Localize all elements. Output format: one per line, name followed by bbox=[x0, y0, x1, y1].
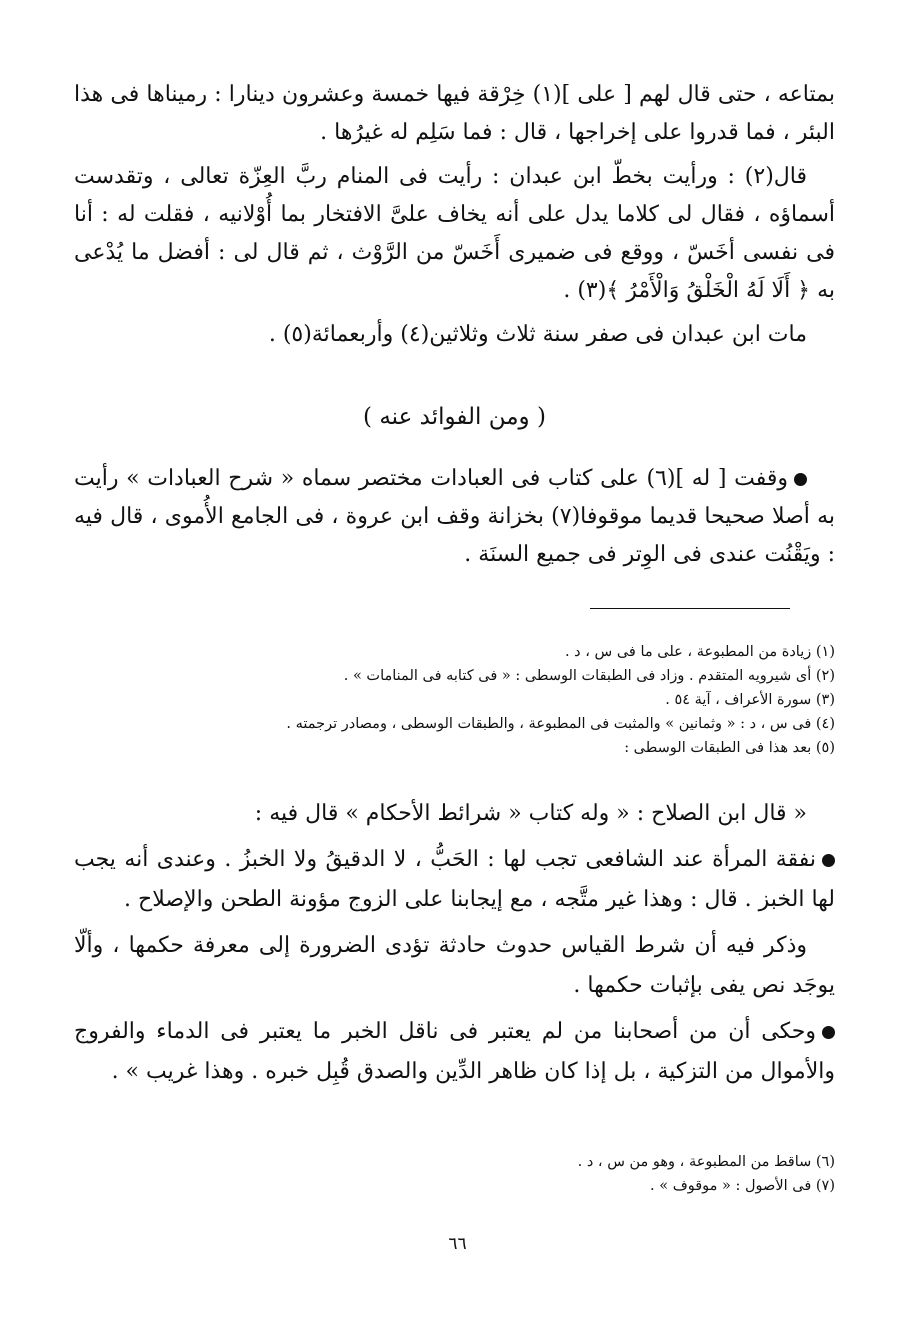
footnote-1: (١) زيادة من المطبوعة ، على ما فى س ، د . bbox=[564, 644, 835, 660]
bullet-icon bbox=[822, 854, 835, 867]
page-number: ٦٦ bbox=[448, 1234, 467, 1254]
quote-intro: « قال ابن الصلاح : « وله كتاب « شرائط الأحكام » قال فيه : bbox=[254, 801, 807, 826]
quote-paragraph-1-text: نفقة المرأة عند الشافعى تجب لها : الحَبُّ ، لا الدقيقُ ولا الخبزُ . وعندى أنه يجب لها الخبز . قال : وهذا غير متَّجه ، مع إيجابنا على الزوج مؤونة الطحن والإصلاح . bbox=[74, 847, 835, 912]
paragraph-4 bbox=[74, 460, 835, 574]
bullet-icon bbox=[794, 473, 807, 486]
paragraph-1: بمتاعه ، حتى قال لهم [ على ](١) خِرْقة فيها خمسة وعشرون دينارا : رميناها فى هذا البئر ، فما قدروا على إخراجها ، قال : فما سَلِم له غيرُها . bbox=[74, 82, 835, 145]
footnote-7: (٧) فى الأصول : « موقوف » . bbox=[650, 1178, 835, 1194]
quote-paragraph-3 bbox=[74, 1012, 835, 1092]
paragraph-3: مات ابن عبدان فى صفر سنة ثلاث وثلاثين(٤) وأربعمائة(٥) . bbox=[268, 322, 807, 347]
paragraph-4-text: وقفت [ له ](٦) على كتاب فى العبادات مختصر سماه « شرح العبادات » رأيت به أصلا صحيحا قديما موقوفا(٧) بخزانة وقف ابن عروة ، فى الجامع الأُموى ، قال فيه : ويَقْنُت عندى فى الوِتر فى جميع السنَة . bbox=[74, 466, 835, 567]
main-text-2 bbox=[74, 460, 835, 574]
footnotes-a bbox=[74, 640, 835, 760]
footnote-4: (٤) فى س ، د : « وثمانين » والمثبت فى المطبوعة ، والطبقات الوسطى ، ومصادر ترجمته . bbox=[286, 716, 835, 732]
footnote-quote bbox=[74, 794, 835, 1092]
bullet-icon bbox=[822, 1026, 835, 1039]
quote-paragraph-2: وذكر فيه أن شرط القياس حدوث حادثة تؤدى الضرورة إلى معرفة حكمها ، وألّا يوجَد نص يفى بإثبات حكمها . bbox=[74, 933, 835, 998]
footnote-2: (٢) أى شيرويه المتقدم . وزاد فى الطبقات الوسطى : « فى كتابه فى المنامات » . bbox=[343, 668, 835, 684]
footnote-3: (٣) سورة الأعراف ، آية ٥٤ . bbox=[665, 692, 835, 708]
footnote-6: (٦) ساقط من المطبوعة ، وهو من س ، د . bbox=[577, 1154, 835, 1170]
quote-paragraph-3-text: وحكى أن من أصحابنا من لم يعتبر فى ناقل الخبر ما يعتبر فى الدماء والفروج والأموال من التزكية ، بل إذا كان ظاهر الدِّين والصدق قُبِل خبره . وهذا غريب » . bbox=[74, 1019, 835, 1084]
paragraph-2: قال(٢) : ورأيت بخطّ ابن عبدان : رأيت فى المنام ربَّ العِزّة تعالى ، وتقدست أسماؤه ، فقال لى كلاما يدل على أنه يخاف علىَّ الافتخار بما أُوْلانيه ، فقلت له : أنا فى نفسى أخَسّ ، ووقع فى ضميرى أَخَسّ من الرَّوْث ، ثم قال لى : أفضل ما يُدْعى به ﴿ أَلَا لَهُ الْخَلْقُ وَالْأَمْرُ ﴾(٣) . bbox=[74, 164, 835, 303]
quote-paragraph-1 bbox=[74, 840, 835, 920]
footnote-separator bbox=[590, 608, 790, 609]
section-heading: ( ومن الفوائد عنه ) bbox=[363, 404, 546, 430]
footnotes-b bbox=[74, 1150, 835, 1198]
footnote-5: (٥) بعد هذا فى الطبقات الوسطى : bbox=[624, 740, 835, 756]
main-text bbox=[74, 76, 835, 354]
